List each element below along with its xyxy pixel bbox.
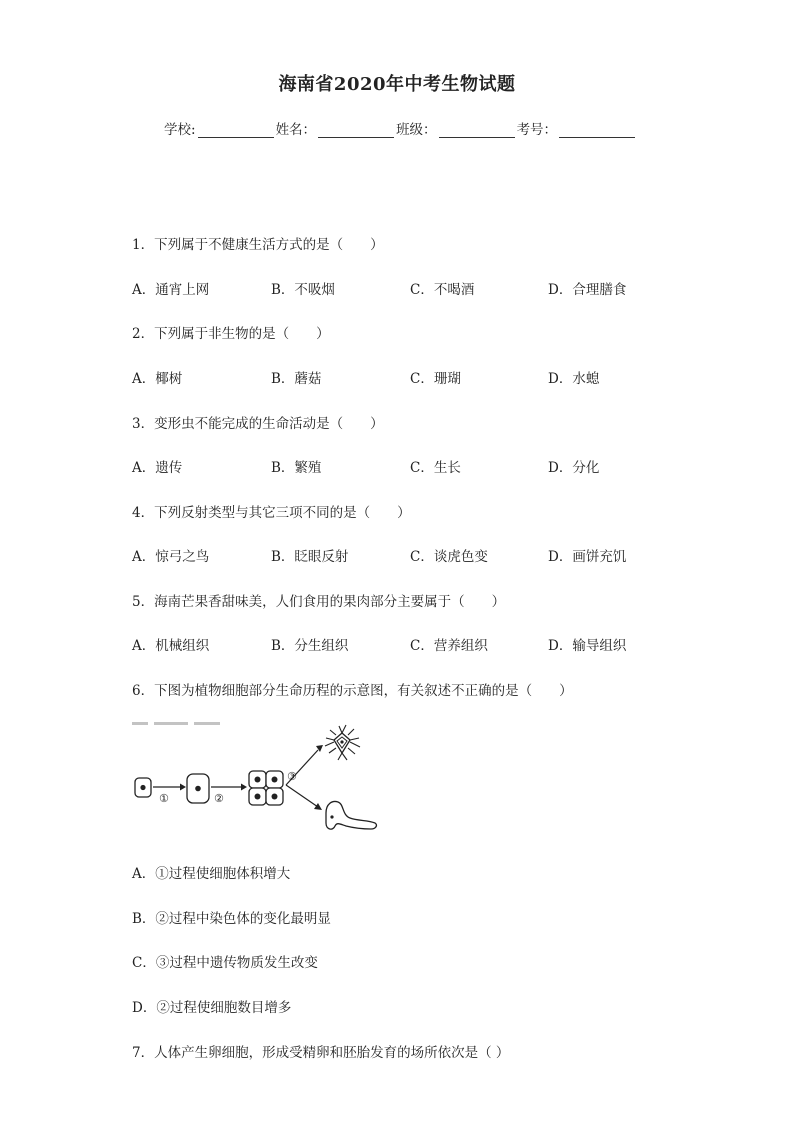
option-d: D．水螅 [548, 371, 600, 387]
arrow-3-down [286, 785, 318, 807]
nucleus-icon [140, 785, 145, 790]
question-6-stem: 6．下图为植物细胞部分生命历程的示意图，有关叙述不正确的是（ ） [132, 683, 573, 699]
option-c: C．营养组织 [410, 638, 488, 654]
question-6-option-c: C．③过程中遗传物质发生改变 [132, 955, 318, 971]
class-label: 班级： [396, 122, 437, 138]
option-c: C．谈虎色变 [410, 549, 488, 565]
option-d: D．画饼充饥 [548, 549, 627, 565]
option-d: D．分化 [548, 460, 600, 476]
arrow-3-up [286, 750, 318, 785]
label-step-3: ③ [287, 770, 297, 783]
question-6-option-a: A．①过程使细胞体积增大 [132, 866, 291, 882]
option-c: C．生长 [410, 460, 461, 476]
option-a: A．机械组织 [132, 638, 210, 654]
option-a: A．遗传 [132, 460, 183, 476]
question-5-options [132, 634, 692, 654]
question-2-options [132, 367, 692, 387]
question-6-option-b: B．②过程中染色体的变化最明显 [132, 911, 331, 927]
number-label: 考号： [516, 122, 558, 138]
question-6-option-d: D．②过程使细胞数目增多 [132, 1000, 292, 1016]
question-4-stem: 4．下列反射类型与其它三项不同的是（ ） [132, 505, 411, 521]
option-b: B．繁殖 [271, 460, 322, 476]
scan-artifact [132, 722, 220, 725]
option-c: C．珊瑚 [410, 371, 461, 387]
question-3-options [132, 456, 692, 476]
school-blank [198, 123, 274, 138]
question-3-stem: 3．变形虫不能完成的生命活动是（ ） [132, 416, 384, 432]
option-c: C．不喝酒 [410, 282, 475, 298]
option-d: D．合理膳食 [548, 282, 627, 298]
option-d: D．输导组织 [548, 638, 627, 654]
name-blank [318, 123, 394, 138]
option-b: B．分生组织 [271, 638, 349, 654]
option-a: A．通宵上网 [132, 282, 210, 298]
question-7-stem: 7．人体产生卵细胞，形成受精卵和胚胎发育的场所依次是（ ） [132, 1045, 510, 1061]
specialized-cell-elongated [326, 801, 376, 829]
question-5-stem: 5．海南芒果香甜味美，人们食用的果肉部分主要属于（ ） [132, 594, 506, 610]
question-1-options [132, 278, 692, 298]
name-label: 姓名： [275, 122, 317, 138]
number-blank [559, 123, 635, 138]
class-blank [439, 123, 515, 138]
nucleus-icon [195, 786, 201, 792]
question-4-options [132, 545, 692, 565]
option-a: A．惊弓之鸟 [132, 549, 210, 565]
question-2-stem: 2．下列属于非生物的是（ ） [132, 326, 330, 342]
option-b: B．眨眼反射 [271, 549, 349, 565]
page-title: 海南省2020年中考生物试题 [278, 74, 516, 95]
cell-process-diagram [128, 720, 388, 840]
specialized-cell-spiky [325, 725, 360, 760]
school-label: 学校: [164, 122, 196, 138]
cell-group-divided [249, 771, 283, 805]
label-step-1: ① [159, 792, 169, 805]
option-b: B．蘑菇 [271, 371, 322, 387]
label-step-2: ② [214, 792, 224, 805]
option-b: B．不吸烟 [271, 282, 335, 298]
question-1-stem: 1．下列属于不健康生活方式的是（ ） [132, 237, 384, 253]
student-info-line [164, 118, 637, 138]
option-a: A．椰树 [132, 371, 183, 387]
